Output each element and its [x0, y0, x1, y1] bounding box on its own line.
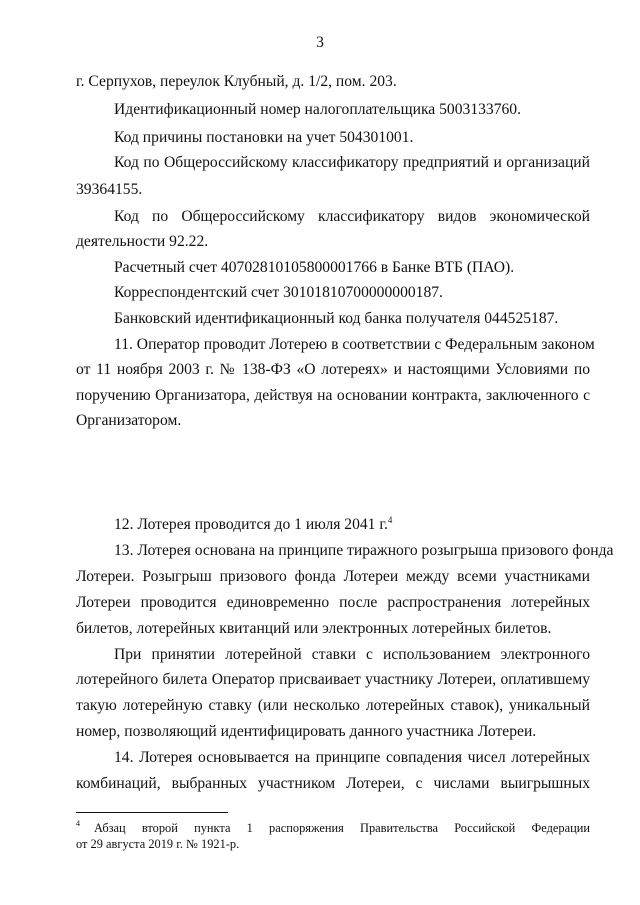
okpo-value-line: 39364155. — [76, 181, 143, 198]
paragraph-13-line-2: Лотереи. Розыгрыш призового фонда Лотереи между всеми участниками — [76, 568, 590, 585]
paragraph-13-line-1: 13. Лотерея основана на принципе тиражного розыгрыша призового фонда — [114, 542, 614, 559]
paragraph-11-line-4: Организатором. — [76, 412, 182, 429]
footnote-divider — [76, 812, 228, 813]
paragraph-11-line-2: от 11 ноября 2003 г. № 138-ФЗ «О лотереях» и настоящими Условиями по — [76, 361, 590, 378]
footnote-line-1: Абзац второй пункта 1 распоряжения Правительства Российской Федерации — [94, 821, 590, 835]
paragraph-bet-line-2: лотерейного билета Оператор присваивает участнику Лотереи, оплатившему — [76, 671, 590, 688]
paragraph-bet-line-1: При принятии лотерейной ставки с использованием электронного — [114, 646, 590, 663]
bik-line: Банковский идентификационный код банка получателя 044525187. — [114, 310, 559, 327]
paragraph-bet-line-4: номер, позволяющий идентифицировать данного участника Лотереи. — [76, 723, 537, 740]
paragraph-14-line-1: 14. Лотерея основывается на принципе совпадения чисел лотерейных — [114, 749, 590, 766]
paragraph-11-line-1: 11. Оператор проводит Лотерею в соответствии с Федеральным законом — [114, 336, 595, 353]
paragraph-13-line-4: билетов, лотерейных квитанций или электронных лотерейных билетов. — [76, 620, 552, 637]
address-line: г. Серпухов, переулок Клубный, д. 1/2, пом. 203. — [76, 73, 397, 90]
footnote-marker-number: 4 — [76, 818, 80, 828]
corr-account-line: Корреспондентский счет 30101810700000000187. — [114, 284, 443, 301]
paragraph-bet-line-3: такую лотерейную ставку (или несколько лотерейных ставок), уникальный — [76, 697, 590, 714]
paragraph-14-line-2: комбинаций, выбранных участником Лотереи, с числами выигрышных — [76, 775, 590, 792]
inn-line: Идентификационный номер налогоплательщика 5003133760. — [114, 101, 521, 118]
okved-value-line: деятельности 92.22. — [76, 233, 209, 250]
footnote-marker — [76, 819, 80, 836]
paragraph-12-text: 12. Лотерея проводится до 1 июля 2041 г. — [114, 516, 388, 533]
account-line: Расчетный счет 40702810105800001766 в Банке ВТБ (ПАО). — [114, 259, 515, 276]
paragraph-11-line-3: поручению Организатора, действуя на основании контракта, заключенного с — [76, 387, 590, 404]
paragraph-13-line-3: Лотереи проводится единовременно после распространения лотерейных — [76, 594, 590, 611]
okpo-line: Код по Общероссийскому классификатору предприятий и организаций — [114, 154, 590, 171]
page-number: 3 — [316, 34, 324, 51]
paragraph-12 — [114, 515, 392, 535]
footnote-ref: 4 — [387, 514, 393, 525]
footnote-line-2: от 29 августа 2019 г. № 1921-р. — [76, 837, 240, 851]
kpp-line: Код причины постановки на учет 504301001. — [114, 129, 414, 146]
okved-line: Код по Общероссийскому классификатору видов экономической — [114, 208, 590, 225]
